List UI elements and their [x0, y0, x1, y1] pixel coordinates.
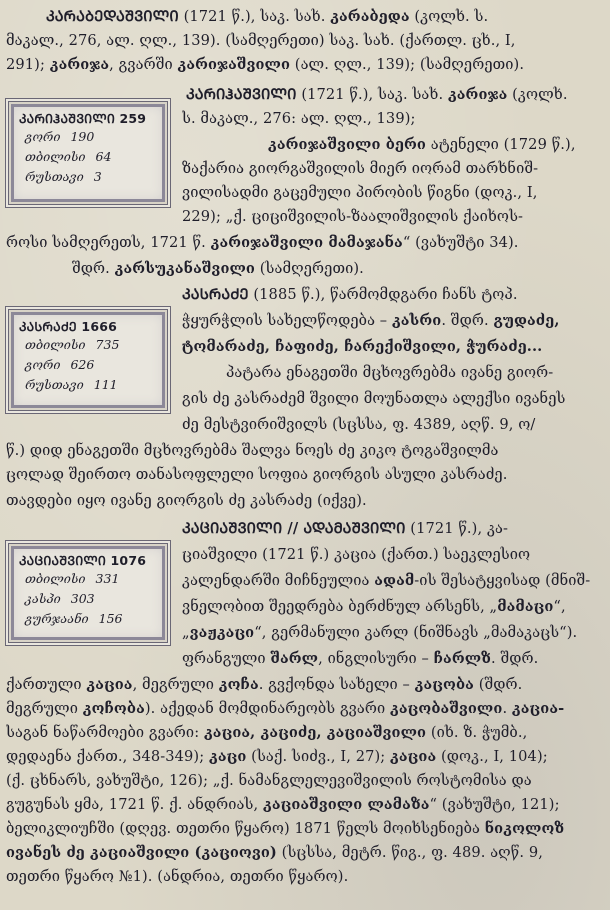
- entry-line: შდრ. კარსუკანაშვილი (სამღერეთი).: [72, 260, 364, 277]
- entry-line: ქართული კაცია, მეგრული კოჩა. გვქონდა სახელი – კაცობა (შდრ.: [6, 676, 523, 693]
- box-row: რუსთავი 111: [25, 377, 118, 392]
- box-row: გორი 626: [25, 357, 95, 372]
- entry-line: გის ძე კასრაძემ შვილი მოუნათლა ალექსი ივანეს: [182, 390, 566, 407]
- entry-line: საგან ნაწარმოები გვარი: კაცია, კაციძე, კაციაშვილი (იხ. ზ. ჭუმბ.,: [6, 724, 528, 741]
- box-row: თბილისი 331: [25, 571, 120, 586]
- entry-line: პატარა ენაგეთში მცხოვრებმა ივანე გიორ-: [226, 364, 554, 381]
- entry-line: წ.) დიდ ენაგეთში მცხოვრებმა შალვა ნოეს ძე კიკო ტოგაშვილმა: [6, 442, 499, 459]
- statistics-box-karijashvili: [5, 98, 171, 208]
- entry-line: მეგრული კოჩობა). აქედან მომდინარეობს გვარი კაცობაშვილი. კაცია-: [6, 700, 565, 717]
- box-row: თბილისი 64: [25, 149, 112, 164]
- box-heading: ᲙᲐᲠᲘᲰᲐᲨᲕᲘᲚᲘ 259: [19, 111, 147, 126]
- entry-line: ცოლად შეირთო თანასოფლელი სოფია გიორგის ასული კასრაძე.: [6, 466, 508, 483]
- entry-line: (ქ. ცხნარს, ვახუშტი, 126); „ქ. ნამანგლელევიშვილის როსტომისა და: [6, 772, 532, 789]
- entry-line: ტომარაძე, ჩაფიძე, ჩარექიშვილი, ჭურაძე...: [182, 338, 543, 355]
- box-row: გორი 190: [25, 129, 95, 144]
- box-row: თბილისი 735: [25, 337, 120, 352]
- entry-line: ციაშვილი (1721 წ.) კაცია (ქართ.) საეკლესიო: [182, 546, 531, 563]
- entry-line: ძე მესტვირიშვილს (სცსსა, ფ. 4389, აღწ. 9, ო/: [182, 416, 536, 433]
- entry-line: გუგუნას ყმა, 1721 წ. ქ. ანდრიას, კაციაშვილი ლამაზა“ (ვახუშტი, 121);: [6, 796, 560, 813]
- entry-line: ᲙᲐᲠᲘᲰᲐᲨᲕᲘᲚᲘ (1721 წ.), საკ. სახ. კარიჯა (კოლხ.: [186, 86, 568, 103]
- entry-line: ზაქარია გიორგაშვილის მიერ იორამ თარხნიშ-: [182, 160, 539, 177]
- entry-line: როსი სამღერეთს, 1721 წ. კარიჯაშვილი მამაჯანა“ (ვახუშტი 34).: [6, 234, 519, 251]
- entry-line: მაკალ., 276, ალ. ღლ., 139). (სამღერეთი) საკ. სახ. (ქართლ. ცხ., I,: [6, 32, 516, 49]
- box-row: გურჯაანი 156: [25, 611, 123, 626]
- entry-line: ფრანგული შარლ, ინგლისური – ჩარლზ. შდრ.: [182, 650, 539, 667]
- entry-line: დედაენა ქართ., 348-349); კაცი (საქ. სიძვ., I, 27); კაცია (დოკ., I, 104);: [6, 748, 548, 765]
- statistics-box-kasradze: [5, 306, 171, 414]
- entry-line: ᲙᲐᲡᲠᲐᲫᲔ (1885 წ.), წარმომდგარი ჩანს ტოპ.: [182, 286, 518, 303]
- entry-line: ივანეს ძე კაციაშვილი (კაციოვი) (სცსსა, მეტრ. წიგ., ფ. 489. აღწ. 9,: [6, 844, 543, 861]
- entry-line: ვილისადმი გაცემული პირობის წიგნი (დოკ., I,: [182, 184, 538, 201]
- entry-line: ჭყურჭლის სახელწოდება – კასრი. შდრ. გუდაძე,: [182, 312, 560, 329]
- entry-line: 291); კარიჯა, გვარში კარიჯაშვილი (ალ. ღლ., 139); (სამღერეთი).: [6, 56, 525, 73]
- entry-line: ბელიკლიუჩში (დღევ. თეთრი წყარო) 1871 წელს მოიხსენიება ნიკოლოზ: [6, 820, 565, 837]
- box-heading: ᲙᲐᲪᲘᲐᲨᲕᲘᲚᲘ 1076: [19, 553, 147, 568]
- entry-line: კარიჯაშვილი ბერი ატენელი (1729 წ.),: [268, 136, 576, 153]
- entry-line: ᲙᲐᲠᲐᲑᲔᲓᲐᲨᲕᲘᲚᲘ (1721 წ.), საკ. სახ. კარაბედა (კოლხ. ს.: [46, 8, 489, 25]
- entry-line: „ვაჟკაცი“, გერმანული კარლ (ნიშნავს „მამაკაცს“).: [182, 624, 578, 641]
- entry-line: ᲙᲐᲪᲘᲐᲨᲕᲘᲚᲘ // ᲐᲓᲐᲛᲐᲨᲕᲘᲚᲘ (1721 წ.), კა-: [182, 520, 509, 537]
- entry-line: ს. მაკალ., 276: ალ. ღლ., 139);: [182, 110, 416, 127]
- entry-line: ვნელობით შეედრება ბერძნულ არსენს, „მამაცი“,: [182, 598, 566, 615]
- box-row: კასპი 303: [25, 591, 95, 606]
- entry-line: კალენდარში მიჩნეულია ადამ-ის შესატყვისად (მნიშ-: [182, 572, 591, 589]
- entry-line: 229); „ქ. ციციშვილის-ზაალიშვილის ქაიხოს-: [182, 208, 524, 225]
- box-heading: ᲙᲐᲡᲠᲐᲫᲔ 1666: [19, 319, 118, 334]
- box-row: რუსთავი 3: [25, 169, 102, 184]
- statistics-box-katsiashvili: [5, 540, 171, 646]
- entry-line: თეთრი წყარო №1). (ანდრია, თეთრი წყარო).: [6, 868, 349, 885]
- entry-line: თავდები იყო ივანე გიორგის ძე კასრაძე (იქვე).: [6, 492, 367, 509]
